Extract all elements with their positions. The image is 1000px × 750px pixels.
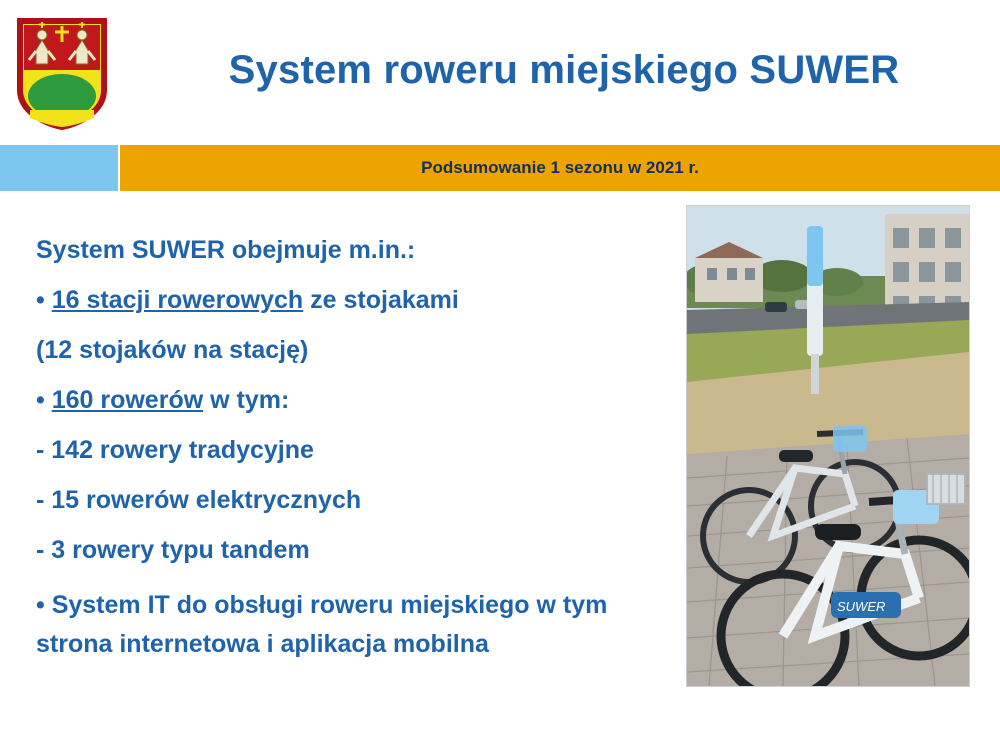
list-item: • System IT do obsługi roweru miejskiego w tym strona internetowa i aplikacja mobilna [36,591,608,658]
bullet-suffix: - 15 rowerów elektrycznych [36,486,362,514]
bullet-suffix: - 142 rowery tradycyjne [36,436,314,464]
slide-header [0,0,1000,140]
slide-title-bar [128,22,1000,118]
bullet-prefix: • [36,286,52,314]
subtitle-band [0,145,1000,191]
bullet-prefix: • [36,386,52,414]
content-lead: System SUWER obejmuje m.in.: [36,236,416,264]
list-item [36,386,676,414]
bullet-suffix: - 3 rowery typu tandem [36,536,310,564]
bullet-emphasis: 16 stacji rowerowych [51,286,304,314]
bullet-emphasis: 160 rowerów [51,386,204,414]
subtitle-text: Podsumowanie 1 sezonu w 2021 r. [421,158,699,177]
list-item [36,336,676,364]
list-item [36,286,676,314]
band-right-block [120,145,1000,191]
bullet-suffix: w tym: [203,386,290,414]
page-title: System roweru miejskiego SUWER [228,47,900,92]
list-item [36,436,676,464]
content-area [36,236,676,686]
svg-text:SUWER: SUWER [837,599,886,614]
photo-suwer-bikes [686,205,970,687]
list-item [36,486,676,514]
band-left-block [0,145,118,191]
coat-of-arms-icon [16,18,108,130]
bullet-suffix: (12 stojaków na stację) [36,336,309,364]
bullet-suffix: ze stojakami [303,286,459,314]
list-item [36,536,676,564]
